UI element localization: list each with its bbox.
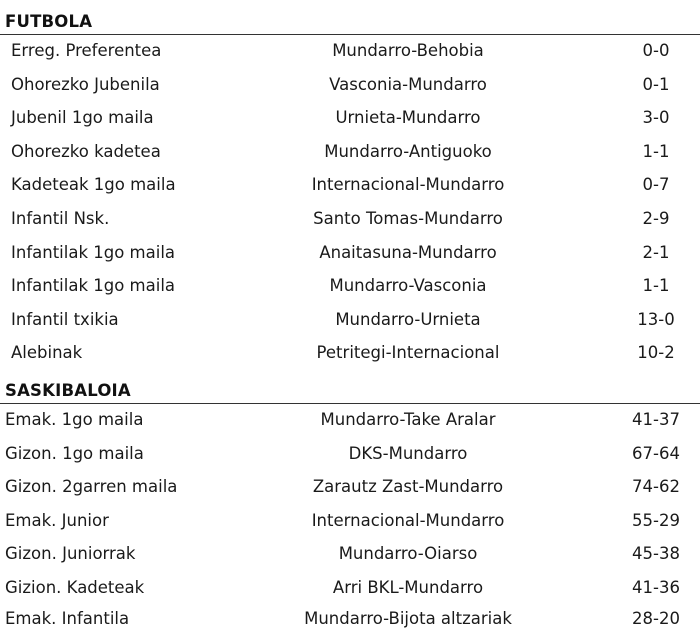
- category-cell: Emak. Junior: [5, 510, 109, 530]
- match-cell: Mundarro-Behobia: [332, 41, 484, 60]
- match-cell: Vasconia-Mundarro: [329, 74, 487, 94]
- match-cell: Zarautz Zast-Mundarro: [312, 477, 504, 497]
- section-title: FUTBOLA: [5, 12, 93, 31]
- category-cell: Infantilak 1go maila: [11, 242, 176, 262]
- match-cell: Mundarro-Urnieta: [335, 309, 481, 329]
- table-row: [0, 602, 700, 636]
- match-cell: Mundarro-Antiguoko: [324, 141, 492, 161]
- score-cell: 41-37: [632, 410, 680, 429]
- table-row: [0, 202, 700, 236]
- score-cell: 1-1: [642, 141, 670, 161]
- table-row: [0, 336, 700, 370]
- table-row: [0, 303, 700, 337]
- category-cell: Gizon. 2garren maila: [5, 477, 178, 497]
- score-cell: 1-1: [642, 276, 670, 296]
- section-header-saskibaloia: [0, 371, 700, 404]
- score-cell: 0-1: [642, 74, 670, 94]
- table-row: [0, 34, 700, 68]
- table-row: [0, 101, 700, 135]
- table-row: [0, 571, 700, 605]
- category-cell: Emak. Infantila: [5, 609, 130, 628]
- match-cell: Arri BKL-Mundarro: [332, 578, 484, 597]
- category-cell: Ohorezko kadetea: [11, 141, 161, 161]
- score-cell: 74-62: [632, 477, 680, 497]
- score-cell: 2-9: [642, 209, 670, 228]
- table-row: [0, 403, 700, 437]
- table-row: [0, 537, 700, 571]
- category-cell: Gizion. Kadeteak: [5, 578, 145, 597]
- category-cell: Jubenil 1go maila: [11, 108, 154, 128]
- match-cell: Santo Tomas-Mundarro: [313, 209, 503, 228]
- score-cell: 10-2: [637, 343, 675, 363]
- score-cell: 67-64: [632, 443, 680, 463]
- section-header-futbola: [0, 2, 700, 35]
- score-cell: 0-7: [642, 175, 670, 195]
- match-cell: Internacional-Mundarro: [311, 510, 505, 530]
- table-row: [0, 470, 700, 504]
- score-cell: 0-0: [642, 41, 670, 60]
- category-cell: Erreg. Preferentea: [11, 41, 162, 60]
- match-cell: Urnieta-Mundarro: [335, 108, 481, 128]
- category-cell: Infantilak 1go maila: [11, 276, 176, 296]
- table-row: [0, 437, 700, 471]
- table-row: [0, 135, 700, 169]
- match-cell: Internacional-Mundarro: [311, 175, 505, 195]
- match-cell: Anaitasuna-Mundarro: [319, 242, 497, 262]
- score-cell: 13-0: [637, 309, 675, 329]
- table-row: [0, 269, 700, 303]
- score-cell: 28-20: [632, 609, 680, 628]
- score-cell: 55-29: [632, 510, 680, 530]
- category-cell: Kadeteak 1go maila: [11, 175, 176, 195]
- table-row: [0, 236, 700, 270]
- table-row: [0, 168, 700, 202]
- section-title: SASKIBALOIA: [5, 381, 131, 400]
- category-cell: Infantil Nsk.: [11, 209, 110, 228]
- category-cell: Gizon. 1go maila: [5, 443, 144, 463]
- match-cell: Mundarro-Vasconia: [329, 276, 487, 296]
- score-cell: 45-38: [632, 544, 680, 564]
- match-cell: Mundarro-Take Aralar: [320, 410, 496, 429]
- table-row: [0, 68, 700, 102]
- match-cell: DKS-Mundarro: [348, 443, 468, 463]
- category-cell: Ohorezko Jubenila: [11, 74, 160, 94]
- match-cell: Petritegi-Internacional: [316, 343, 500, 363]
- match-cell: Mundarro-Oiarso: [338, 544, 478, 564]
- category-cell: Infantil txikia: [11, 309, 119, 329]
- table-row: [0, 504, 700, 538]
- category-cell: Alebinak: [11, 343, 83, 363]
- score-cell: 41-36: [632, 578, 680, 597]
- category-cell: Gizon. Juniorrak: [5, 544, 136, 564]
- match-cell: Mundarro-Bijota altzariak: [304, 609, 512, 628]
- score-cell: 3-0: [642, 108, 670, 128]
- category-cell: Emak. 1go maila: [5, 410, 144, 429]
- score-cell: 2-1: [642, 242, 670, 262]
